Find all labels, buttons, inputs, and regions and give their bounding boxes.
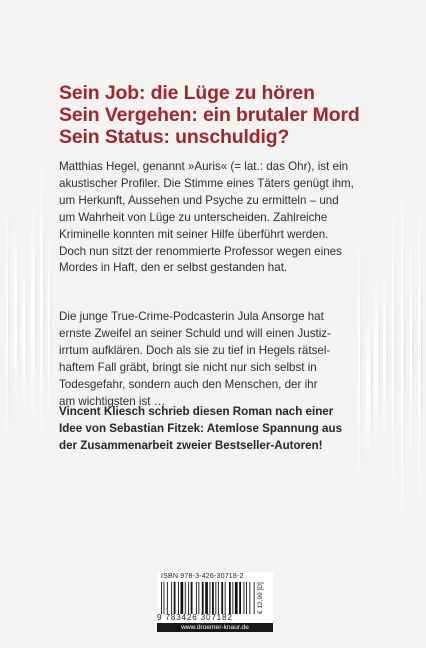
sound-stripe xyxy=(31,188,35,435)
headline xyxy=(59,82,379,148)
sound-stripe xyxy=(418,181,421,522)
text-line: am wichtigsten ist … xyxy=(59,394,166,408)
barcode-bar xyxy=(181,582,184,614)
text-line: Todesgefahr, sondern auch den Menschen, der ihr xyxy=(59,377,318,391)
barcode-bar xyxy=(239,582,241,614)
barcode-bar xyxy=(191,582,193,614)
barcode-bar xyxy=(188,582,189,614)
barcode-bar xyxy=(202,582,204,614)
barcode-bar xyxy=(198,582,199,614)
sound-stripe xyxy=(410,209,412,491)
barcode-bar xyxy=(232,582,233,614)
barcode-bar xyxy=(254,582,255,614)
text-line: um Wahrheit von Lüge zu unterscheiden. Zahlreiche xyxy=(59,210,328,224)
barcode-bar xyxy=(221,582,223,614)
barcode-bar xyxy=(185,582,186,614)
headline-line: Sein Status: unschuldig? xyxy=(59,126,290,148)
barcode-bar xyxy=(212,582,214,614)
sound-stripe-shadow xyxy=(379,285,380,428)
sound-stripe-shadow xyxy=(412,232,413,467)
barcode-bar xyxy=(249,582,250,614)
barcode-bar xyxy=(171,582,172,614)
barcode-number: 9 783426 307182 xyxy=(157,613,233,622)
text-line: Doch nun sitzt der renommierte Professor wegen eines xyxy=(59,244,342,258)
text-line: Vincent Kliesch schrieb diesen Roman nach einer xyxy=(59,405,334,418)
blurb-paragraph-2 xyxy=(59,309,379,410)
text-line: der Zusammenarbeit zweier Bestseller-Autoren! xyxy=(59,438,323,452)
barcode-bar xyxy=(164,582,165,614)
barcode-bar xyxy=(235,582,238,614)
sound-stripe-shadow xyxy=(387,276,388,434)
isbn-label: ISBN 978-3-426-30718-2 xyxy=(161,573,244,580)
sound-stripe-shadow xyxy=(404,192,405,522)
sound-stripe-shadow xyxy=(395,216,396,478)
sound-stripe xyxy=(14,216,18,419)
barcode-bar xyxy=(244,582,245,614)
price-label: € 12,99 [D] xyxy=(257,582,264,614)
text-line: Kriminelle konnten mit seiner Hilfe überführt werden. xyxy=(59,227,329,241)
sound-stripe-shadow xyxy=(50,243,51,411)
author-note xyxy=(59,404,379,455)
barcode-bar xyxy=(196,582,197,614)
sound-stripe-shadow xyxy=(43,174,44,433)
barcode-bar xyxy=(218,582,219,614)
sound-stripe xyxy=(6,189,8,457)
sound-stripe-shadow xyxy=(421,209,422,493)
text-line: haftem Fall gräbt, bringt sie nicht nur sich selbst in xyxy=(59,360,317,374)
barcode-bar xyxy=(225,582,226,614)
text-line: Matthias Hegel, genannt »Auris« (= lat.: das Ohr), ist ein xyxy=(59,160,349,173)
barcode-bar xyxy=(161,582,162,614)
sound-stripe-shadow xyxy=(8,211,9,434)
blurb-paragraph-1 xyxy=(59,159,379,277)
barcode-bar xyxy=(167,582,168,614)
text-line: ernste Zweifel an seiner Schuld und will einen Justiz- xyxy=(59,326,331,340)
barcode-bar xyxy=(215,582,216,614)
sound-stripe-shadow xyxy=(26,268,27,402)
barcode-bar xyxy=(246,582,247,614)
barcode-bar xyxy=(178,582,179,614)
text-line: irrtum aufklären. Doch als sie zu tief in Hegels rätsel- xyxy=(59,343,331,357)
barcode-box xyxy=(157,572,273,632)
barcode-icon xyxy=(161,582,255,614)
text-line: um Herkunft, Aussehen und Psyche zu ermitteln – und xyxy=(59,193,339,207)
sound-stripe xyxy=(401,159,404,555)
sound-stripe xyxy=(392,190,395,505)
barcode-bar xyxy=(205,582,208,614)
text-line: Mordes in Haft, den er selbst gestanden hat. xyxy=(59,261,288,275)
headline-line: Sein Vergehen: ein brutaler Mord xyxy=(59,104,360,126)
publisher-url: www.droemer-knaur.de xyxy=(157,623,273,632)
barcode-bar xyxy=(210,582,211,614)
sound-stripe xyxy=(48,226,50,427)
sound-stripe xyxy=(383,261,387,450)
sound-stripe xyxy=(22,255,26,415)
barcode-bar xyxy=(174,582,176,614)
barcode-bar xyxy=(229,582,231,614)
sound-stripe xyxy=(40,148,43,459)
headline-line: Sein Job: die Lüge zu hören xyxy=(59,82,315,104)
text-line: Idee von Sebastian Fitzek: Atemlose Spannung aus xyxy=(59,421,343,435)
sound-stripe-shadow xyxy=(35,209,36,415)
text-line: Die junge True-Crime-Podcasterin Jula Ansorge hat xyxy=(59,310,324,323)
text-line: akustischer Profiler. Die Stimme eines Täters genügt ihm, xyxy=(59,176,354,190)
sound-stripe-shadow xyxy=(18,233,19,403)
